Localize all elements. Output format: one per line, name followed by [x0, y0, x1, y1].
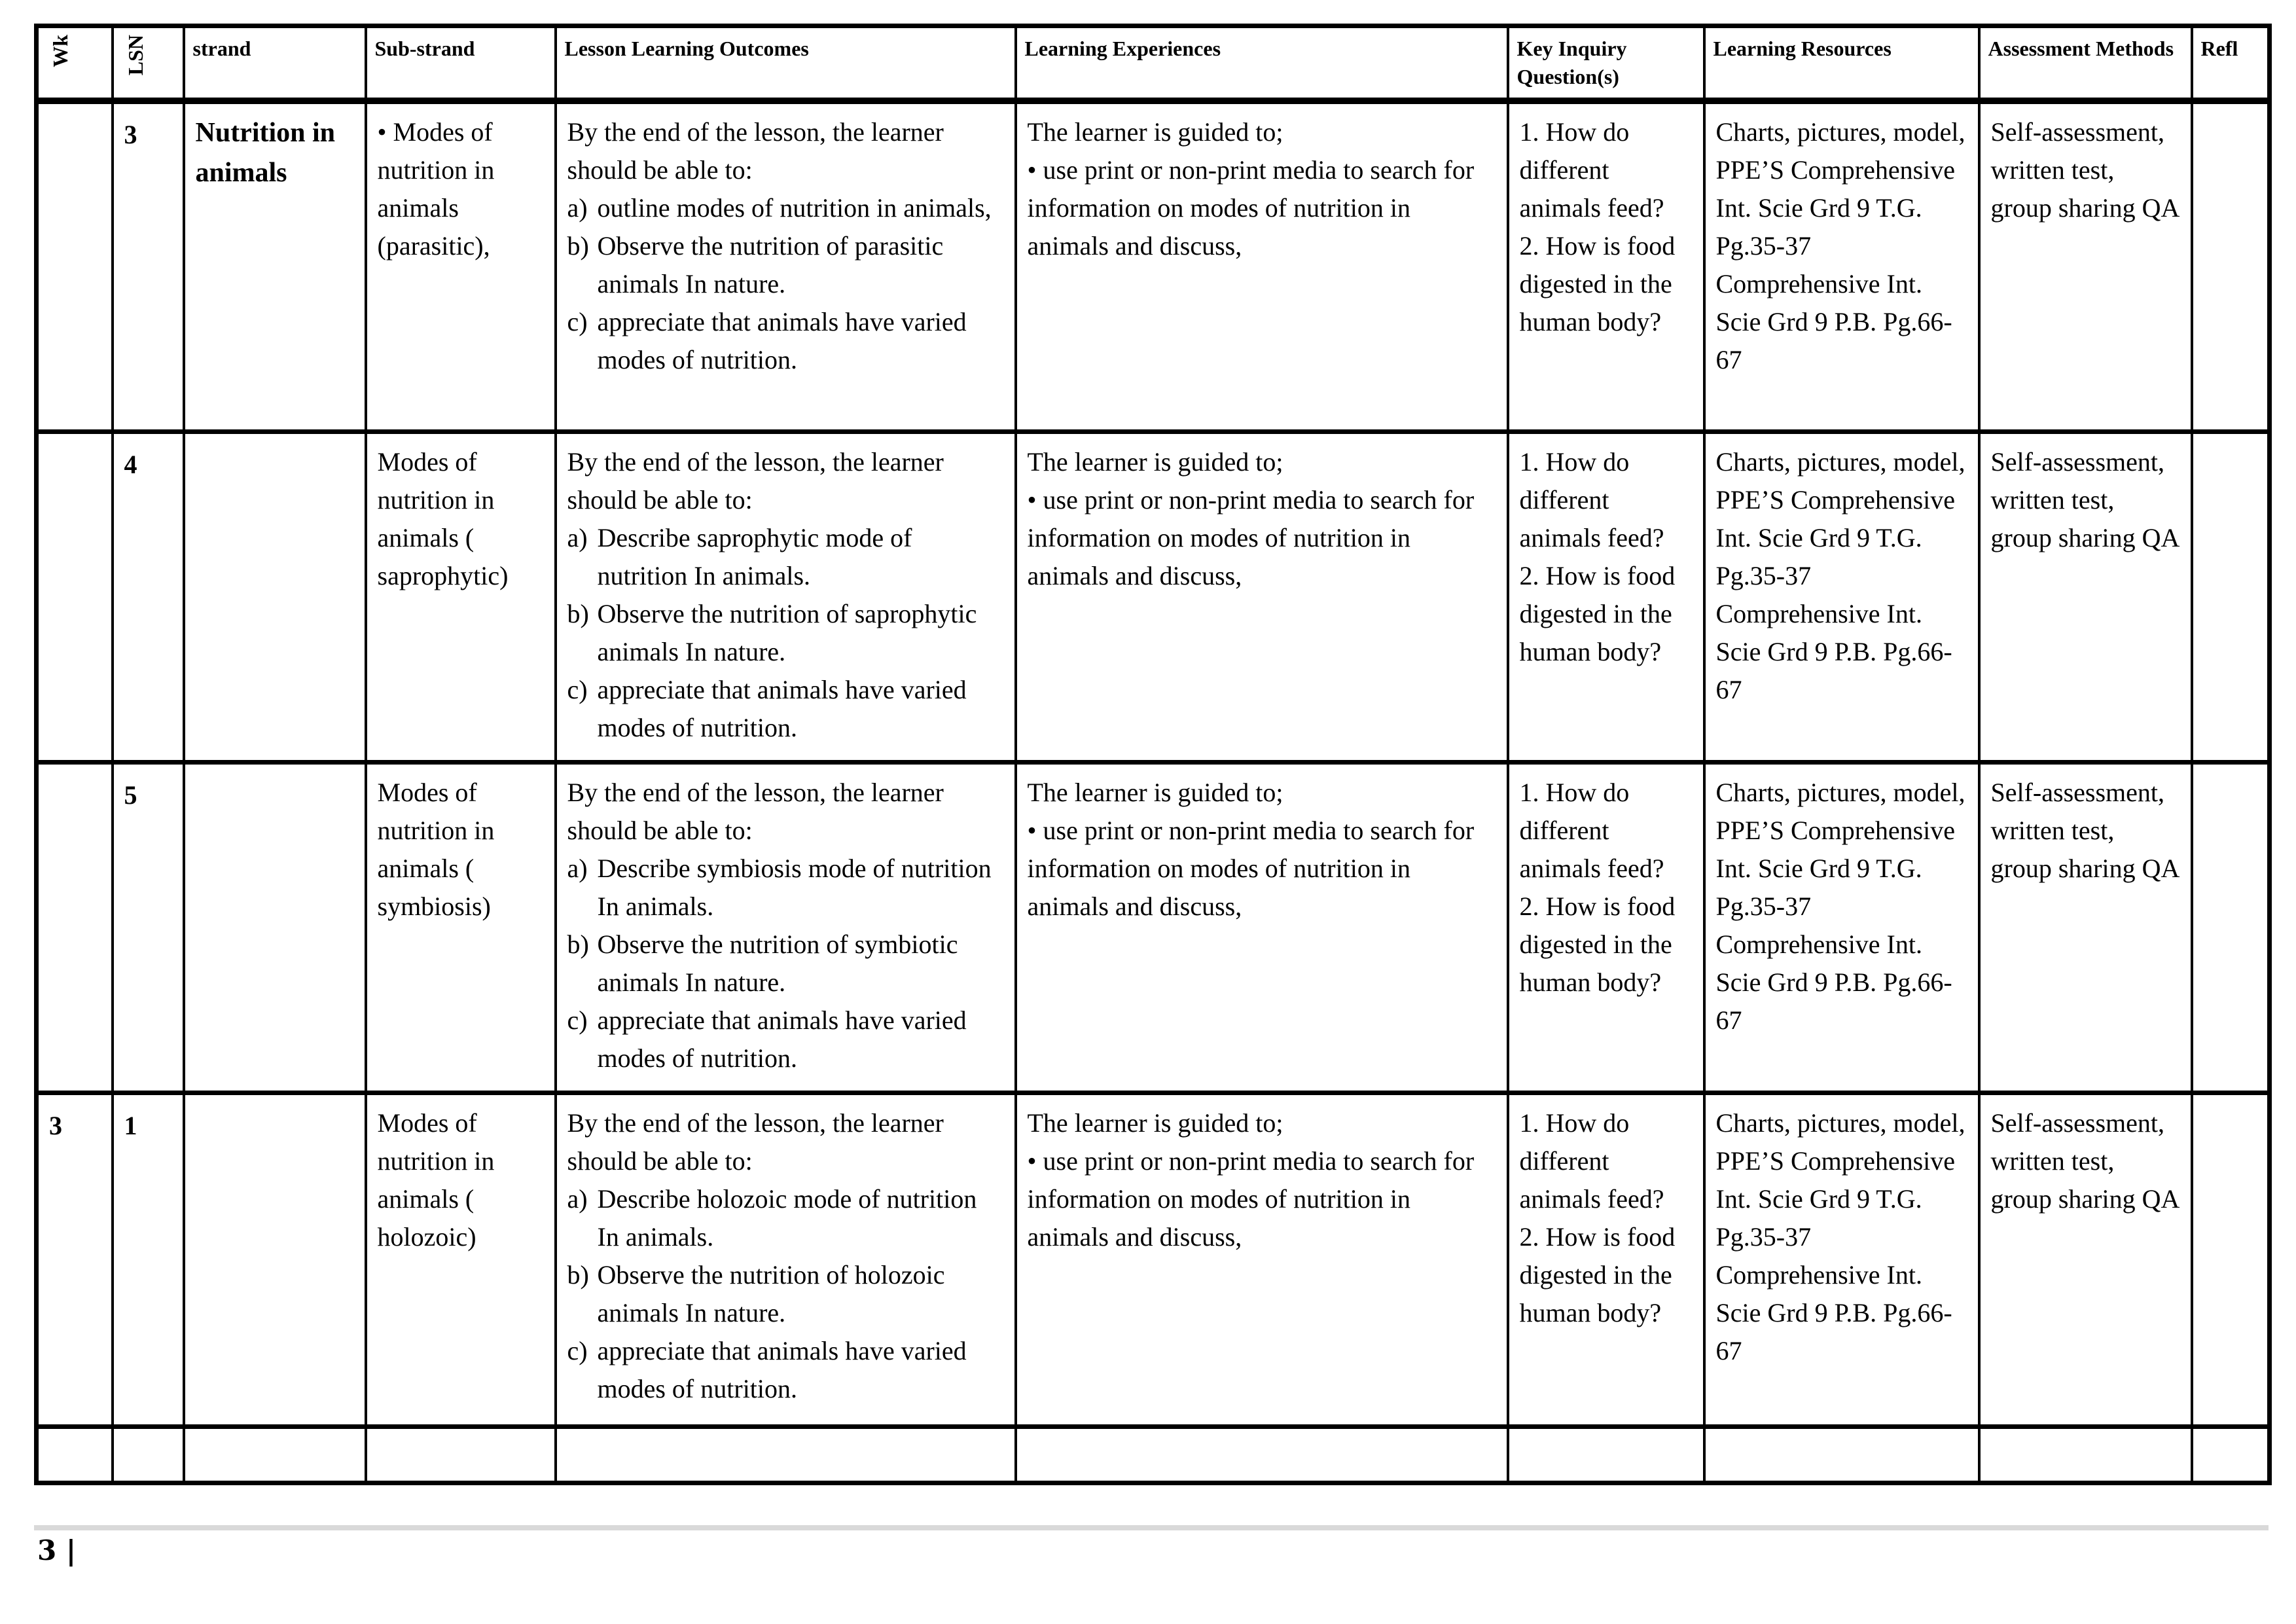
resources-line: Charts, pictures, model, PPE’S Comprehensive Int. Scie Grd 9 T.G. Pg.35-37 [1715, 777, 1965, 921]
cell-strand: Nutrition in animals [184, 101, 366, 431]
header-wk [37, 26, 113, 101]
cell-experiences [1016, 762, 1508, 1092]
cell-key-inquiry [1508, 431, 1704, 762]
cell-sub-strand: Modes of nutrition in animals ( holozoic) [366, 1092, 556, 1426]
resources-line: Charts, pictures, model, PPE’S Comprehensive Int. Scie Grd 9 T.G. Pg.35-37 [1715, 1108, 1965, 1252]
cell-wk [37, 1426, 113, 1483]
cell-sub-strand: • Modes of nutrition in animals (parasitic), [366, 101, 556, 431]
resources-line: Comprehensive Int. Scie Grd 9 P.B. Pg.66-67 [1715, 598, 1952, 704]
outcome-item: a) Describe symbiosis mode of nutrition In animals. [567, 853, 992, 921]
cell-sub-strand: Modes of nutrition in animals ( symbiosis) [366, 762, 556, 1092]
cell-refl [2192, 762, 2270, 1092]
header-refl: Refl [2192, 26, 2270, 101]
key-inquiry-item: 2. How is food digested in the human body? [1519, 560, 1676, 666]
outcomes-intro: By the end of the lesson, the learner should be able to: [567, 446, 944, 514]
cell-strand [184, 762, 366, 1092]
outcomes-intro: By the end of the lesson, the learner should be able to: [567, 777, 944, 845]
experiences-bullet: • use print or non-print media to search for information on modes of nutrition in animals and discuss, [1027, 484, 1475, 590]
header-key-inquiry: Key Inquiry Question(s) [1508, 26, 1704, 101]
outcome-item: c) appreciate that animals have varied modes of nutrition. [567, 1005, 967, 1073]
cell-experiences [1016, 431, 1508, 762]
cell-key-inquiry [1508, 762, 1704, 1092]
outcome-item: a) outline modes of nutrition in animals, [567, 193, 992, 223]
key-inquiry-item: 2. How is food digested in the human body? [1519, 231, 1676, 337]
outcome-item: b) Observe the nutrition of parasitic animals In nature. [567, 231, 944, 299]
cell-key-inquiry [1508, 1426, 1704, 1483]
cell-refl [2192, 101, 2270, 431]
cell-assessment [1979, 1426, 2192, 1483]
cell-refl [2192, 1092, 2270, 1426]
table-header-row [37, 26, 2270, 101]
header-assessment: Assessment Methods [1979, 26, 2192, 101]
cell-strand [184, 431, 366, 762]
cell-key-inquiry [1508, 101, 1704, 431]
cell-lsn [113, 1426, 184, 1483]
cell-outcomes [556, 762, 1016, 1092]
cell-wk [37, 101, 113, 431]
header-experiences: Learning Experiences [1016, 26, 1508, 101]
scheme-of-work-table [34, 24, 2272, 1485]
cell-resources [1704, 1092, 1979, 1426]
cell-refl [2192, 431, 2270, 762]
header-resources: Learning Resources [1704, 26, 1979, 101]
cell-strand [184, 1092, 366, 1426]
cell-outcomes [556, 1426, 1016, 1483]
cell-experiences [1016, 1092, 1508, 1426]
key-inquiry-item: 1. How do different animals feed? [1519, 117, 1664, 223]
key-inquiry-item: 2. How is food digested in the human body? [1519, 1221, 1676, 1327]
cell-assessment: Self-assessment, written test, group sharing QA [1979, 101, 2192, 431]
table-row [37, 1092, 2270, 1426]
cell-lsn: 5 [113, 762, 184, 1092]
experiences-intro: The learner is guided to; [1027, 1108, 1283, 1138]
header-wk-label: Wk [48, 35, 72, 67]
outcomes-intro: By the end of the lesson, the learner should be able to: [567, 117, 944, 185]
resources-line: Charts, pictures, model, PPE’S Comprehensive Int. Scie Grd 9 T.G. Pg.35-37 [1715, 446, 1965, 590]
cell-wk [37, 431, 113, 762]
page-number: 3 | [37, 1534, 77, 1566]
resources-line: Comprehensive Int. Scie Grd 9 P.B. Pg.66-67 [1715, 1259, 1952, 1365]
outcomes-intro: By the end of the lesson, the learner should be able to: [567, 1108, 944, 1176]
cell-outcomes [556, 431, 1016, 762]
header-sub-strand: Sub-strand [366, 26, 556, 101]
outcome-item: c) appreciate that animals have varied modes of nutrition. [567, 307, 967, 375]
cell-lsn: 1 [113, 1092, 184, 1426]
experiences-bullet: • use print or non-print media to search for information on modes of nutrition in animals and discuss, [1027, 1146, 1475, 1252]
cell-refl [2192, 1426, 2270, 1483]
table-row [37, 101, 2270, 431]
header-lsn [113, 26, 184, 101]
cell-resources [1704, 431, 1979, 762]
outcome-item: c) appreciate that animals have varied modes of nutrition. [567, 674, 967, 742]
cell-outcomes [556, 1092, 1016, 1426]
cell-wk: 3 [37, 1092, 113, 1426]
cell-sub-strand [366, 1426, 556, 1483]
experiences-intro: The learner is guided to; [1027, 117, 1283, 147]
experiences-bullet: • use print or non-print media to search for information on modes of nutrition in animals and discuss, [1027, 815, 1475, 921]
outcome-item: b) Observe the nutrition of holozoic animals In nature. [567, 1259, 945, 1327]
table-row [37, 431, 2270, 762]
experiences-intro: The learner is guided to; [1027, 777, 1283, 807]
cell-key-inquiry [1508, 1092, 1704, 1426]
cell-strand [184, 1426, 366, 1483]
key-inquiry-item: 1. How do different animals feed? [1519, 446, 1664, 552]
cell-assessment: Self-assessment, written test, group sharing QA [1979, 431, 2192, 762]
outcome-item: a) Describe holozoic mode of nutrition In animals. [567, 1183, 977, 1252]
table-row [37, 762, 2270, 1092]
outcome-item: a) Describe saprophytic mode of nutrition In animals. [567, 522, 912, 590]
outcome-item: b) Observe the nutrition of saprophytic animals In nature. [567, 598, 977, 666]
cell-experiences [1016, 1426, 1508, 1483]
cell-resources [1704, 1426, 1979, 1483]
resources-line: Comprehensive Int. Scie Grd 9 P.B. Pg.66-67 [1715, 929, 1952, 1035]
outcome-item: c) appreciate that animals have varied modes of nutrition. [567, 1335, 967, 1403]
cell-assessment: Self-assessment, written test, group sharing QA [1979, 762, 2192, 1092]
key-inquiry-item: 1. How do different animals feed? [1519, 777, 1664, 883]
experiences-intro: The learner is guided to; [1027, 446, 1283, 477]
key-inquiry-item: 2. How is food digested in the human body? [1519, 891, 1676, 997]
cell-lsn: 3 [113, 101, 184, 431]
cell-wk [37, 762, 113, 1092]
cell-assessment: Self-assessment, written test, group sharing QA [1979, 1092, 2192, 1426]
cell-experiences [1016, 101, 1508, 431]
cell-resources [1704, 101, 1979, 431]
cell-outcomes [556, 101, 1016, 431]
resources-line: Comprehensive Int. Scie Grd 9 P.B. Pg.66-67 [1715, 269, 1952, 375]
cell-sub-strand: Modes of nutrition in animals ( saprophytic) [366, 431, 556, 762]
table-row-empty [37, 1426, 2270, 1483]
cell-resources [1704, 762, 1979, 1092]
experiences-bullet: • use print or non-print media to search for information on modes of nutrition in animals and discuss, [1027, 155, 1475, 261]
outcome-item: b) Observe the nutrition of symbiotic animals In nature. [567, 929, 958, 997]
header-strand: strand [184, 26, 366, 101]
cell-lsn: 4 [113, 431, 184, 762]
header-lsn-label: LSN [123, 35, 147, 76]
key-inquiry-item: 1. How do different animals feed? [1519, 1108, 1664, 1214]
resources-line: Charts, pictures, model, PPE’S Comprehensive Int. Scie Grd 9 T.G. Pg.35-37 [1715, 117, 1965, 261]
header-outcomes: Lesson Learning Outcomes [556, 26, 1016, 101]
footer-rule [34, 1525, 2269, 1530]
